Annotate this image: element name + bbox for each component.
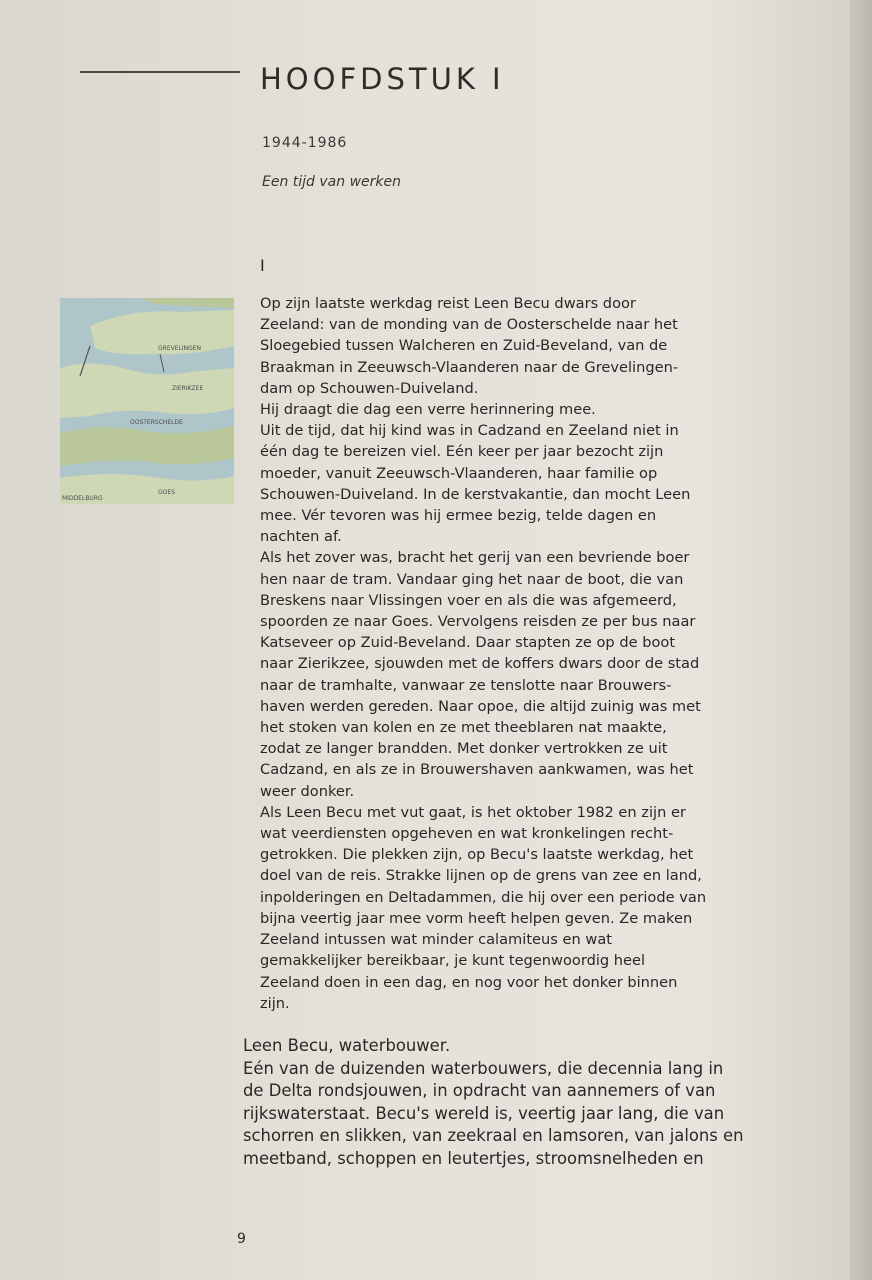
text-line: Katseveer op Zuid-Beveland. Daar stapten ze op de boot	[260, 634, 676, 652]
chapter-rule	[80, 71, 240, 73]
text-line: Op zijn laatste werkdag reist Leen Becu dwars door	[260, 295, 636, 312]
text-line: schorren en slikken, van zeekraal en lamsoren, van jalons en	[243, 1126, 744, 1146]
zeeland-map-image	[60, 298, 234, 504]
page-number: 9	[237, 1231, 246, 1247]
text-line: weer donker.	[260, 782, 355, 800]
text-line: Zeeland: van de monding van de Oosterschelde naar het	[260, 316, 678, 334]
text-line: het stoken van kolen en ze met theeblaren nat maakte,	[260, 719, 667, 737]
map-label-goes: GOES	[158, 489, 175, 496]
text-line: Als Leen Becu met vut gaat, is het oktober 1982 en zijn er	[260, 803, 686, 821]
chapter-title: HOOFDSTUK I	[260, 62, 505, 96]
text-line: meetband, schoppen en leutertjes, stroomsnelheden en	[243, 1148, 704, 1168]
body-paragraph-1	[260, 293, 820, 1014]
text-line: Leen Becu, waterbouwer.	[243, 1036, 451, 1055]
text-line: Braakman in Zeeuwsch-Vlaanderen naar de Grevelingen-	[260, 358, 679, 376]
text-line: hen naar de tram. Vandaar ging het naar de boot, die van	[260, 570, 684, 588]
text-line: inpolderingen en Deltadammen, die hij over een periode van	[260, 888, 707, 906]
text-line: Zeeland doen in een dag, en nog voor het donker binnen	[260, 973, 678, 991]
text-line: Als het zover was, bracht het gerij van een bevriende boer	[260, 549, 690, 567]
text-line: Sloegebied tussen Walcheren en Zuid-Beveland, van de	[260, 337, 668, 355]
text-line: doel van de reis. Strakke lijnen op de grens van zee en land,	[260, 867, 702, 885]
text-line: wat veerdiensten opgeheven en wat kronkelingen recht-	[260, 825, 674, 843]
text-line: dam op Schouwen-Duiveland.	[260, 379, 479, 397]
text-line: spoorden ze naar Goes. Vervolgens reisden ze per bus naar	[260, 613, 696, 631]
text-line: één dag te bereizen viel. Eén keer per jaar bezocht zijn	[260, 443, 664, 461]
page-edge	[850, 0, 872, 1280]
text-line: Cadzand, en als ze in Brouwershaven aankwamen, was het	[260, 761, 694, 779]
chapter-years: 1944-1986	[262, 135, 348, 151]
text-line: Zeeland intussen wat minder calamiteus en wat	[260, 931, 612, 949]
text-line: zijn.	[260, 994, 290, 1012]
map-label-zierikzee: ZIERIKZEE	[172, 385, 204, 392]
text-line: nachten af.	[260, 528, 342, 546]
text-line: mee. Vér tevoren was hij ermee bezig, telde dagen en	[260, 507, 657, 525]
map-graphic	[60, 298, 234, 504]
text-line: Hij draagt die dag een verre herinnering mee.	[260, 401, 596, 419]
chapter-subtitle: Een tijd van werken	[262, 174, 401, 190]
section-number: I	[260, 256, 265, 275]
text-line: naar Zierikzee, sjouwden met de koffers dwars door de stad	[260, 655, 700, 673]
text-line: haven werden gereden. Naar opoe, die altijd zuinig was met	[260, 697, 701, 715]
text-line: zodat ze langer brandden. Met donker vertrokken ze uit	[260, 740, 668, 758]
text-line: naar de tramhalte, vanwaar ze tenslotte naar Brouwers-	[260, 676, 672, 694]
text-line: rijkswaterstaat. Becu's wereld is, veertig jaar lang, die van	[243, 1103, 725, 1123]
text-line: gemakkelijker bereikbaar, je kunt tegenwoordig heel	[260, 952, 646, 970]
text-line: Breskens naar Vlissingen voer en als die was afgemeerd,	[260, 591, 677, 609]
text-line: bijna veertig jaar mee vorm heeft helpen geven. Ze maken	[260, 909, 693, 927]
map-label-oosterschelde: OOSTERSCHELDE	[130, 419, 183, 426]
text-line: Eén van de duizenden waterbouwers, die decennia lang in	[243, 1058, 724, 1078]
map-label-middelburg: MIDDELBURG	[62, 495, 103, 502]
text-line: Schouwen-Duiveland. In de kerstvakantie, dan mocht Leen	[260, 485, 691, 503]
map-label-grevelingen: GREVELINGEN	[158, 345, 202, 352]
text-line: Uit de tijd, dat hij kind was in Cadzand en Zeeland niet in	[260, 422, 679, 440]
text-line: de Delta rondsjouwen, in opdracht van aannemers of van	[243, 1081, 716, 1101]
text-line: getrokken. Die plekken zijn, op Becu's laatste werkdag, het	[260, 846, 694, 864]
text-line: moeder, vanuit Zeeuwsch-Vlaanderen, haar familie op	[260, 464, 658, 482]
body-paragraph-2	[243, 1035, 823, 1171]
